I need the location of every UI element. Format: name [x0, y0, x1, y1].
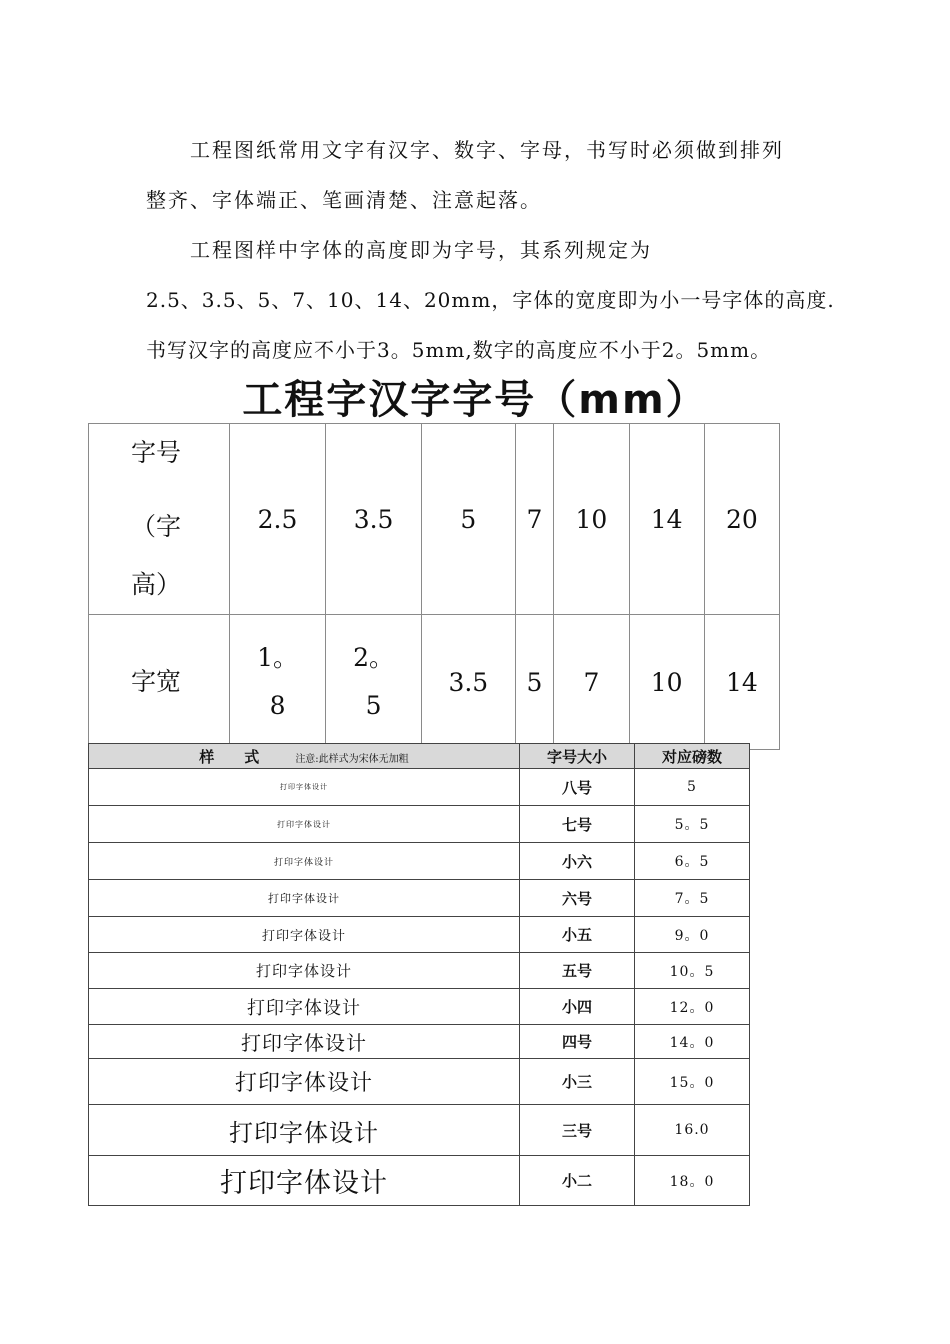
height-cell: 20 [704, 424, 779, 615]
table-row [89, 769, 750, 806]
sample-text: 打印字体设计 [89, 1156, 520, 1206]
print-size-table [88, 743, 750, 1206]
page-title: 工程字汉字字号（mm） [242, 377, 708, 423]
height-label-line: 字号 [131, 438, 182, 467]
sample-text: 打印字体设计 [89, 989, 520, 1025]
width-cell: 3.5 [422, 615, 515, 750]
table-row [89, 953, 750, 989]
size-name: 小四 [520, 989, 635, 1025]
sample-text: 打印字体设计 [89, 953, 520, 989]
size-name: 小二 [520, 1156, 635, 1206]
print-table-header [89, 744, 750, 769]
point-value: 18。0 [635, 1156, 750, 1206]
sample-text: 打印字体设计 [89, 843, 520, 880]
sample-text: 打印字体设计 [89, 806, 520, 843]
table-row [89, 1059, 750, 1105]
intro-line-1: 工程图纸常用文字有汉字、数字、字母，书写时必须做到排列 [190, 138, 784, 162]
point-value: 5 [635, 769, 750, 806]
width-cell: 7 [554, 615, 629, 750]
table-row [89, 1105, 750, 1156]
sample-text: 打印字体设计 [89, 769, 520, 806]
height-cell: 14 [629, 424, 704, 615]
point-value: 16.0 [635, 1105, 750, 1156]
size-name: 五号 [520, 953, 635, 989]
sample-text: 打印字体设计 [89, 917, 520, 953]
width-label: 字宽 [89, 615, 230, 750]
style-note: 注意:此样式为宋体无加粗 [295, 753, 409, 765]
height-cell: 10 [554, 424, 629, 615]
width-cell [230, 615, 326, 750]
size-name: 三号 [520, 1105, 635, 1156]
point-value: 14。0 [635, 1025, 750, 1059]
size-table [88, 423, 780, 750]
height-label-line: 高） [131, 570, 182, 599]
table-row [89, 880, 750, 917]
points-header: 对应磅数 [635, 744, 750, 769]
sample-text: 打印字体设计 [89, 880, 520, 917]
width-cell-line: 8 [269, 691, 286, 720]
point-value: 10。5 [635, 953, 750, 989]
height-cell: 3.5 [326, 424, 422, 615]
intro-line-3: 工程图样中字体的高度即为字号，其系列规定为 [190, 238, 652, 262]
point-value: 15。0 [635, 1059, 750, 1105]
point-value: 5。5 [635, 806, 750, 843]
table-row [89, 989, 750, 1025]
size-name: 小五 [520, 917, 635, 953]
intro-line-4: 2.5、3.5、5、7、10、14、20mm，字体的宽度即为小一号字体的高度. [146, 288, 835, 312]
table-row [89, 1156, 750, 1206]
table-row [89, 1025, 750, 1059]
sample-text: 打印字体设计 [89, 1059, 520, 1105]
size-name: 六号 [520, 880, 635, 917]
point-value: 7。5 [635, 880, 750, 917]
size-name: 小六 [520, 843, 635, 880]
size-header: 字号大小 [520, 744, 635, 769]
width-row [89, 615, 780, 750]
height-cell: 2.5 [230, 424, 326, 615]
height-cell: 5 [422, 424, 515, 615]
intro-line-2: 整齐、字体端正、笔画清楚、注意起落。 [146, 188, 542, 212]
width-cell-line: 1。 [257, 643, 298, 672]
table-row [89, 917, 750, 953]
height-label [89, 424, 230, 615]
width-cell: 5 [515, 615, 554, 750]
intro-line-5: 书写汉字的高度应不小于3。5mm,数字的高度应不小于2。5mm。 [146, 338, 772, 362]
height-cell: 7 [515, 424, 554, 615]
point-value: 9。0 [635, 917, 750, 953]
table-row [89, 843, 750, 880]
width-cell-line: 5 [365, 691, 382, 720]
size-name: 小三 [520, 1059, 635, 1105]
style-header [89, 744, 520, 769]
width-cell [326, 615, 422, 750]
sample-text: 打印字体设计 [89, 1105, 520, 1156]
width-cell-line: 2。 [353, 643, 395, 672]
table-row [89, 806, 750, 843]
height-label-line: （字 [131, 512, 182, 541]
width-cell: 10 [629, 615, 704, 750]
style-header-label: 样 式 [199, 747, 260, 766]
point-value: 12。0 [635, 989, 750, 1025]
point-value: 6。5 [635, 843, 750, 880]
sample-text: 打印字体设计 [89, 1025, 520, 1059]
size-name: 八号 [520, 769, 635, 806]
size-name: 七号 [520, 806, 635, 843]
width-cell: 14 [704, 615, 779, 750]
size-name: 四号 [520, 1025, 635, 1059]
height-row [89, 424, 780, 615]
